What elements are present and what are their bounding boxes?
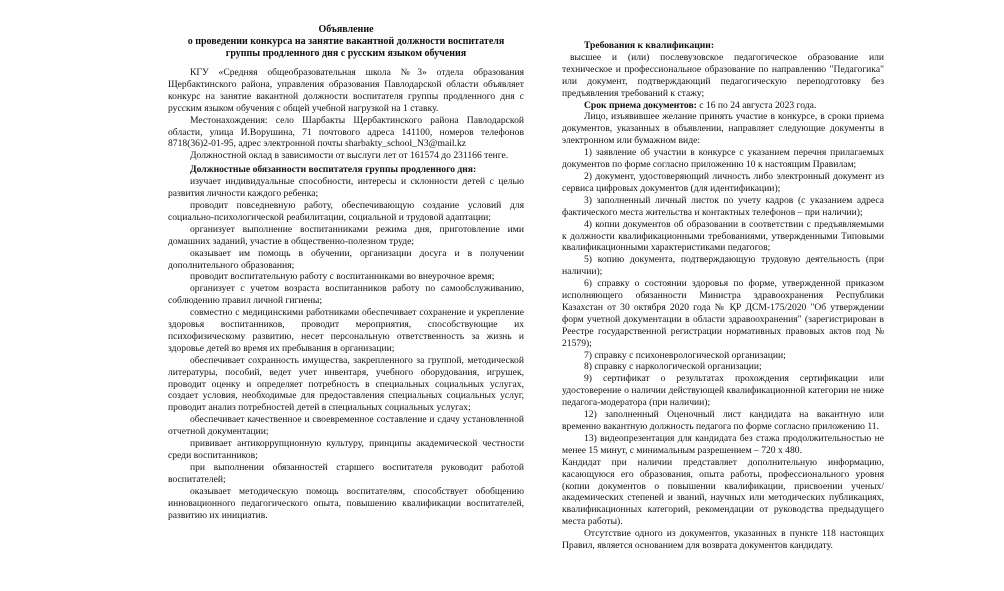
documents-intro: Лицо, изъявившее желание принять участие в конкурсе, в сроки приема документов, указанных в объявлении, направляет следующие документы в электронном или бумажном виде: — [562, 111, 884, 147]
duty-item: проводит воспитательную работу с воспитанниками во внеурочное время; — [190, 271, 495, 283]
left-column — [168, 24, 524, 521]
document-item: 6) справку о состоянии здоровья по форме, утвержденной приказом исполняющего обязанности Министра здравоохранения Республики Казахстан от 30 октября 2020 года № ҚР ДСМ-175/2020 "Об утверждении форм учетной документации в области здравоохранения" (зарегистрирован в Реестре государственной регистрации нормативных правовых актов под № 21579); — [562, 278, 884, 349]
title-line: группы продленного дня с русским языком обучения — [225, 48, 467, 59]
document-item: 4) копии документов об образовании в соответствии с предъявляемыми к должности квалификационными требованиями, утвержденными Типовыми квалификационными характеристиками педагогов; — [562, 218, 884, 254]
duty-item: обеспечивает сохранность имущества, закрепленного за группой, методической литературы, пособий, ведет учет инвентаря, учебного оборудования, игрушек, проводит оценку и определяет потребность в специальных социальных услугах, создает условия, необходимые для предоставления специальных социальных услуг, проводит анализ потребностей детей в специальных социальных услугах; — [168, 354, 524, 414]
salary-paragraph: Должностной оклад в зависимости от выслуги лет от 161574 до 231166 тенге. — [190, 150, 509, 162]
duty-item: проводит повседневную работу, обеспечивающую создание условий для социально-психологической реабилитации, социальной и трудовой адаптации; — [168, 199, 524, 223]
duty-item: оказывает им помощь в обучении, организации досуга и в получении дополнительного образования; — [168, 247, 524, 271]
title-line: Объявление — [318, 24, 374, 35]
document-item: 12) заполненный Оценочный лист кандидата на вакантную или временно вакантную должность педагога по форме согласно приложению 11. — [562, 409, 884, 432]
location-paragraph: Местонахождения: село Шарбакты Щербактинского района Павлодарской области, улица И.Ворушина, 71 почтового адреса 141100, номеров телефонов 8718(36)2-01-95, адрес электронной почты sharbakty_school_N3@mail.kz — [168, 114, 524, 150]
title-line: о проведении конкурса на занятие вакантной должности воспитателя — [187, 36, 505, 47]
document-item: 9) сертификат о результатах прохождения сертификации или удостоверение о наличии действующей квалификационной категории не ниже педагога-модератора (при наличии); — [562, 373, 884, 409]
deadline-value: с 16 по 24 августа 2023 года. — [696, 99, 817, 111]
document-item: 7) справку с психоневрологической организации; — [584, 349, 786, 361]
duty-item: организует с учетом возраста воспитанников работу по самообслуживанию, соблюдению правил личной гигиены; — [168, 283, 524, 307]
right-column — [562, 40, 884, 552]
duties-heading: Должностные обязанности воспитателя группы продленного дня: — [190, 164, 477, 176]
announcement-title — [168, 24, 524, 60]
intro-paragraph: КГУ «Средняя общеобразовательная школа №3» отдела образования Щербактинского района, управления образования Павлодарской области объявляет конкурс на занятие вакантной должности воспитателя группы продленного дня с русским языком обучения с общей учебной нагрузкой на 1 ставку. — [168, 67, 524, 114]
absence-note: Отсутствие одного из документов, указанных в пункте 118 настоящих Правил, является основанием для возврата документов кандидату. — [562, 528, 884, 552]
duty-item: изучает индивидуальные способности, интересы и склонности детей с целью развития личности каждого ребенка; — [168, 176, 524, 200]
candidate-note: Кандидат при наличии представляет дополнительную информацию, касающуюся его образования, опыта работы, профессионального уровня (копии документов о повышении квалификации, присвоении ученых/академических степеней и званий, научных или методических публикациях, квалификационных категорий, рекомендации от руководства предыдущего места работы). — [562, 456, 884, 528]
document-item: 1) заявление об участии в конкурсе с указанием перечня прилагаемых документов по форме согласно приложению 10 к настоящим Правилам; — [562, 147, 884, 171]
duty-item: обеспечивает качественное и своевременное составление и сдачу установленной отчетной документации; — [168, 414, 524, 438]
duty-item: организует выполнение воспитанниками режима дня, приготовление ими домашних заданий, участие в общественно-полезном труде; — [168, 223, 524, 247]
requirements-heading: Требования к квалификации: — [584, 40, 715, 51]
document-item: 3) заполненный личный листок по учету кадров (с указанием адреса фактического места жительства и контактных телефонов – при наличии); — [562, 194, 884, 218]
document-item: 8) справку с наркологической организации; — [584, 361, 762, 373]
requirements-text: высшее и (или) послевузовское педагогическое образование или техническое и профессиональное образование по направлению "Педагогика" или документ, подтверждающий педагогическую переподготовку без предъявления требований к стажу; — [562, 51, 884, 99]
deadline-label: Срок приема документов: — [584, 99, 697, 111]
duty-item: при выполнении обязанностей старшего воспитателя руководит работой воспитателей; — [168, 461, 524, 485]
duty-item: прививает антикоррупционную культуру, принципы академической честности среди воспитанников; — [168, 438, 524, 461]
duty-item: оказывает методическую помощь воспитателям, способствует обобщению инновационного педагогического опыта, повышению квалификации воспитателей, развитию их инициатив. — [168, 485, 524, 521]
document-item: 5) копию документа, подтверждающую трудовую деятельность (при наличии); — [562, 254, 884, 278]
document-item: 13) видеопрезентация для кандидата без стажа продолжительностью не менее 15 минут, с минимальным разрешением – 720 x 480. — [562, 432, 884, 456]
duty-item: совместно с медицинскими работниками обеспечивает сохранение и укрепление здоровья воспитанников, проводит мероприятия, способствующие их психофизическому развитию, несет персональную ответственность за жизнь и здоровье детей во время их пребывания в организации; — [168, 307, 524, 354]
document-item: 2) документ, удостоверяющий личность либо электронный документ из сервиса цифровых документов (для идентификации); — [562, 170, 884, 194]
deadline-paragraph — [562, 100, 884, 112]
